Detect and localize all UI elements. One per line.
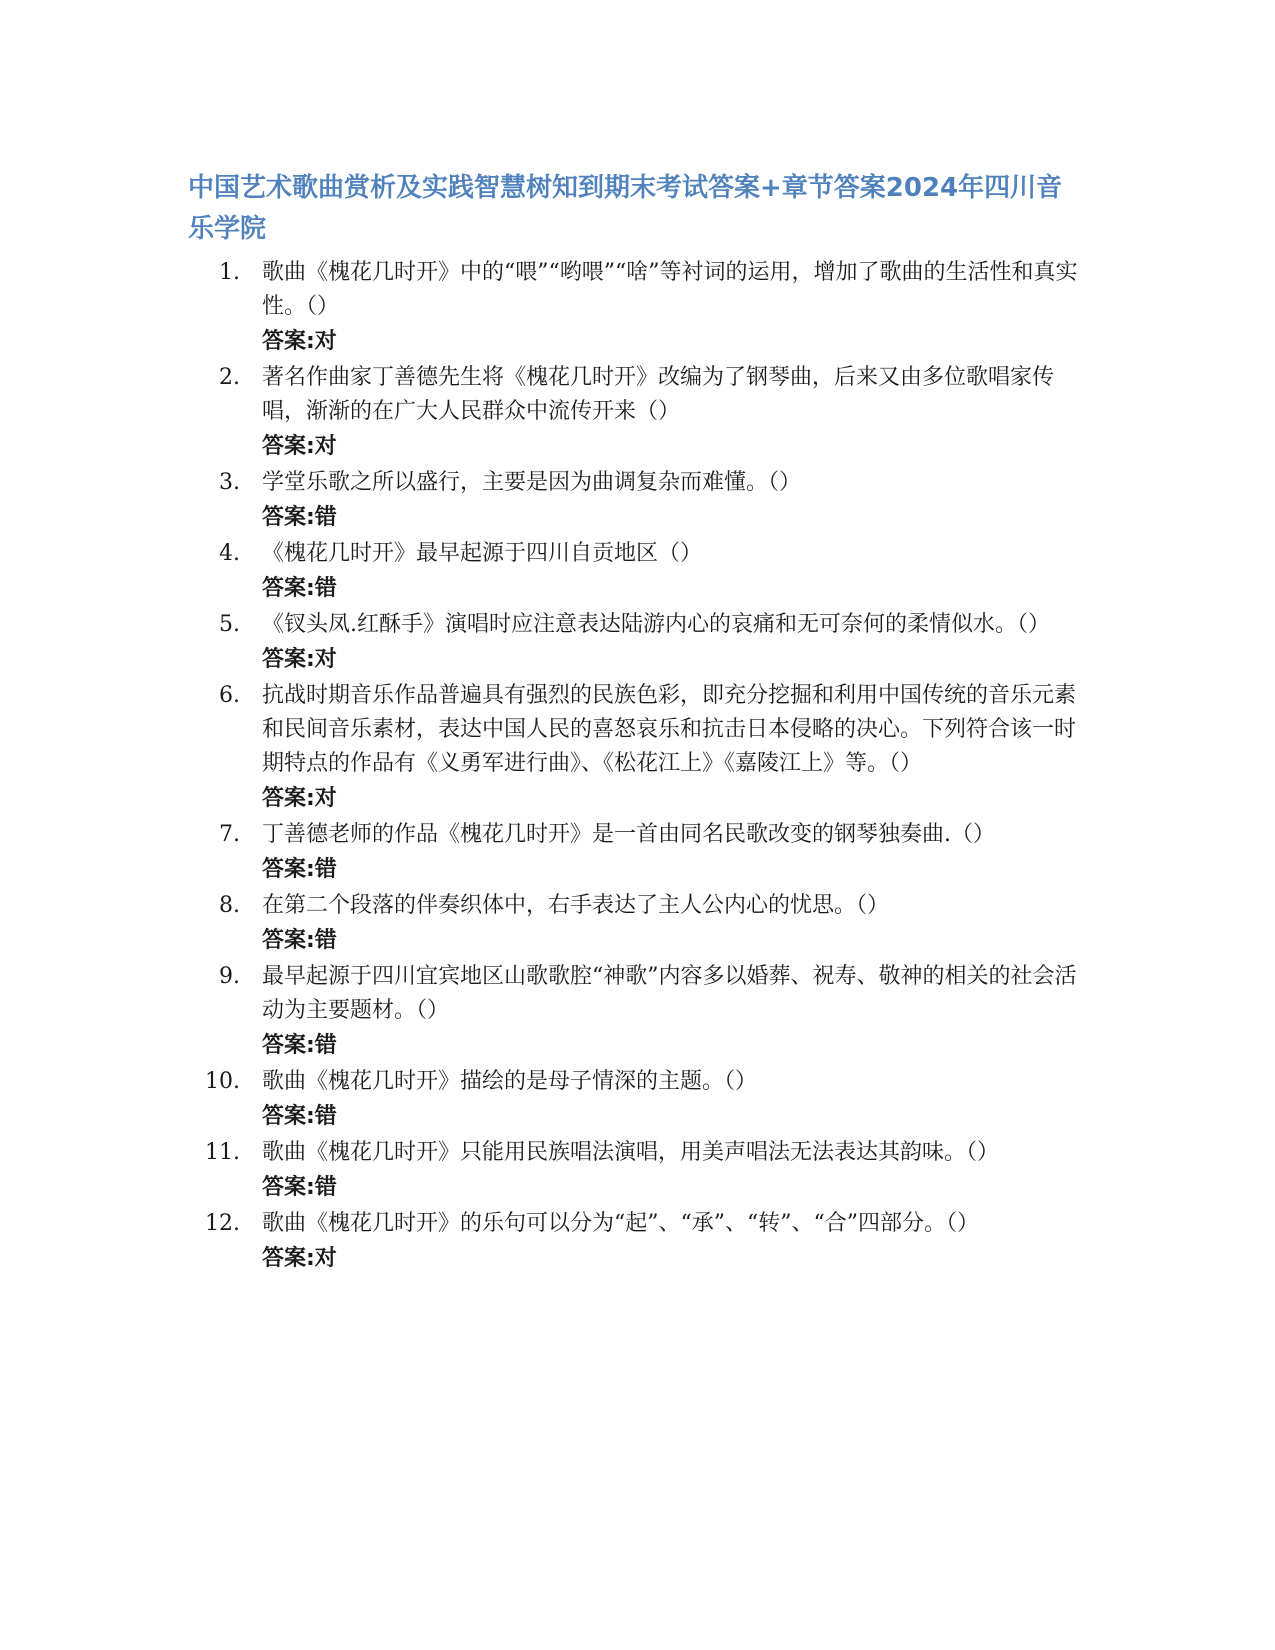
question-text: 在第二个段落的伴奏织体中，右手表达了主人公内心的忧思。（） bbox=[262, 893, 890, 918]
answer-text: 答案:对 bbox=[262, 786, 337, 811]
question-text: 歌曲《槐花几时开》描绘的是母子情深的主题。（） bbox=[262, 1069, 758, 1094]
question-number: 7. bbox=[219, 822, 240, 847]
list-item bbox=[200, 1136, 1090, 1206]
question-text: 著名作曲家丁善德先生将《槐花几时开》改编为了钢琴曲，后来又由多位歌唱家传唱，渐渐的在广大人民群众中流传开来（） bbox=[262, 365, 1055, 424]
answer-text: 答案:错 bbox=[262, 1033, 337, 1058]
answer-text: 答案:错 bbox=[262, 1175, 337, 1200]
list-item bbox=[200, 818, 1090, 888]
question-number: 2. bbox=[219, 365, 240, 390]
question-number: 6. bbox=[219, 683, 240, 708]
list-item bbox=[200, 537, 1090, 607]
answer-text: 答案:错 bbox=[262, 576, 337, 601]
question-number: 1. bbox=[219, 260, 240, 285]
list-item bbox=[200, 466, 1090, 536]
question-text: 歌曲《槐花几时开》的乐句可以分为“起”、“承”、“转”、“合”四部分。（） bbox=[262, 1211, 979, 1236]
question-text: 歌曲《槐花几时开》只能用民族唱法演唱，用美声唱法无法表达其韵味。（） bbox=[262, 1140, 1000, 1165]
question-text: 抗战时期音乐作品普遍具有强烈的民族色彩，即充分挖掘和利用中国传统的音乐元素和民间音乐素材，表达中国人民的喜怒哀乐和抗击日本侵略的决心。下列符合该一时期特点的作品有《义勇军进行曲》、《松花江上》《嘉陵江上》等。（） bbox=[262, 683, 1077, 776]
question-text: 最早起源于四川宜宾地区山歌歌腔“神歌”内容多以婚葬、祝寿、敬神的相关的社会活动为主要题材。（） bbox=[262, 964, 1077, 1023]
question-number: 5. bbox=[219, 612, 240, 637]
question-text: 歌曲《槐花几时开》中的“喂”“哟喂”“啥”等衬词的运用，增加了歌曲的生活性和真实性。（） bbox=[262, 260, 1078, 319]
answer-text: 答案:错 bbox=[262, 928, 337, 953]
answer-text: 答案:对 bbox=[262, 647, 337, 672]
answer-text: 答案:对 bbox=[262, 434, 337, 459]
answer-text: 答案:错 bbox=[262, 1104, 337, 1129]
answer-text: 答案:对 bbox=[262, 329, 337, 354]
list-item bbox=[200, 361, 1090, 465]
question-number: 10. bbox=[205, 1069, 240, 1094]
question-number: 4. bbox=[219, 541, 240, 566]
question-text: 《槐花几时开》最早起源于四川自贡地区（） bbox=[262, 541, 703, 566]
list-item bbox=[200, 679, 1090, 817]
question-number: 11. bbox=[205, 1140, 240, 1165]
list-item bbox=[200, 1065, 1090, 1135]
question-number: 8. bbox=[219, 893, 240, 918]
question-list bbox=[200, 256, 1090, 1278]
answer-text: 答案:错 bbox=[262, 505, 337, 530]
question-text: 学堂乐歌之所以盛行，主要是因为曲调复杂而难懂。（） bbox=[262, 470, 802, 495]
list-item bbox=[200, 960, 1090, 1064]
question-number: 12. bbox=[205, 1211, 240, 1236]
answer-text: 答案:对 bbox=[262, 1246, 337, 1271]
list-item bbox=[200, 889, 1090, 959]
list-item bbox=[200, 608, 1090, 678]
question-text: 《钗头凤.红酥手》演唱时应注意表达陆游内心的哀痛和无可奈何的柔情似水。（） bbox=[262, 612, 1050, 637]
list-item bbox=[200, 1207, 1090, 1277]
list-item bbox=[200, 256, 1090, 360]
question-number: 9. bbox=[219, 964, 240, 989]
question-text: 丁善德老师的作品《槐花几时开》是一首由同名民歌改变的钢琴独奏曲.（） bbox=[262, 822, 995, 847]
question-number: 3. bbox=[219, 470, 240, 495]
answer-text: 答案:错 bbox=[262, 857, 337, 882]
document-title: 中国艺术歌曲赏析及实践智慧树知到期末考试答案+章节答案2024年四川音乐学院 bbox=[188, 173, 1063, 244]
